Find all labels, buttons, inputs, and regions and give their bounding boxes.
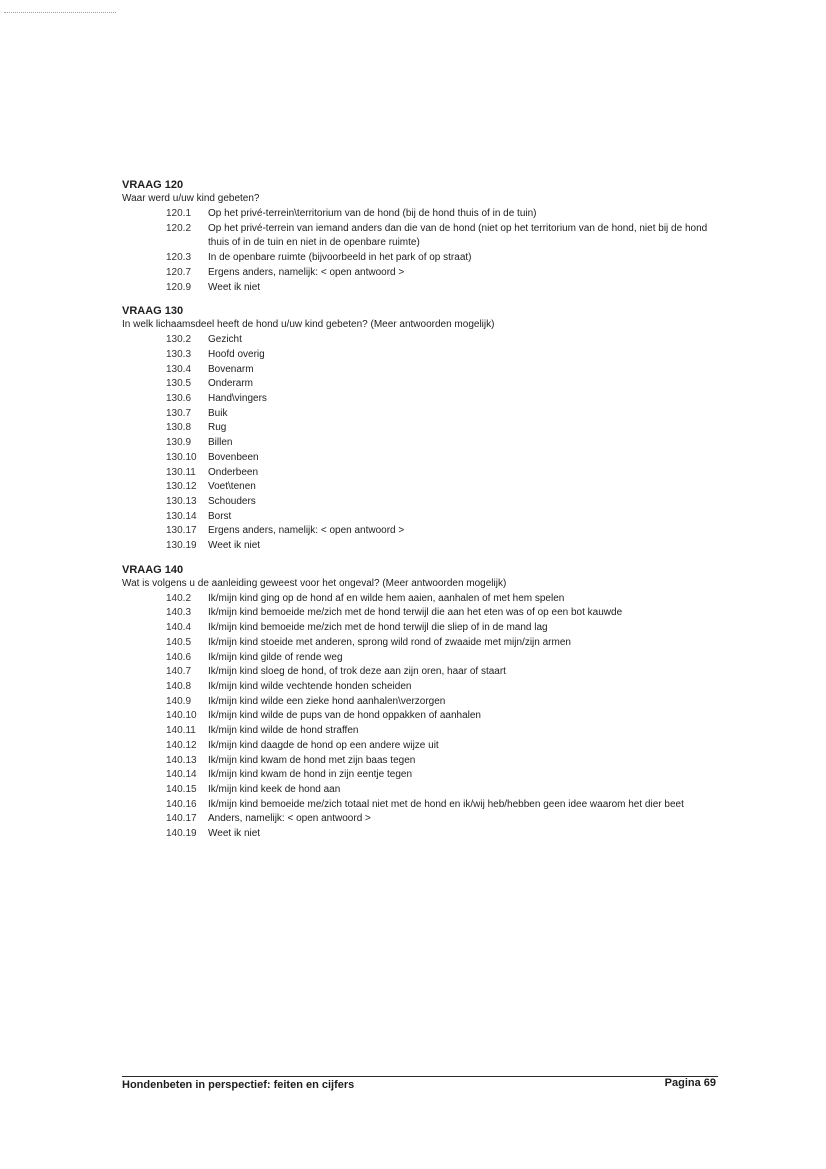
answer-option — [122, 812, 722, 827]
answer-code: 140.14 — [166, 769, 197, 781]
question-text: Wat is volgens u de aanleiding geweest voor het ongeval? (Meer antwoorden mogelijk) — [122, 577, 507, 589]
answer-option — [122, 768, 722, 783]
answer-option — [122, 524, 722, 539]
answer-options — [122, 592, 722, 842]
answer-text: Weet ik niet — [208, 281, 261, 293]
question-text: Waar werd u/uw kind gebeten? — [122, 193, 260, 204]
answer-option — [122, 539, 722, 554]
answer-option — [122, 392, 722, 407]
footer-title: Hondenbeten in perspectief: feiten en cijfers — [122, 1079, 355, 1091]
answer-option — [122, 783, 722, 798]
answer-option — [122, 480, 722, 495]
answer-option — [122, 207, 722, 222]
answer-text: Ik/mijn kind wilde de hond straffen — [208, 725, 359, 737]
answer-option — [122, 407, 722, 422]
answer-option — [122, 251, 722, 266]
answer-text: Ik/mijn kind keek de hond aan — [208, 783, 341, 795]
answer-option — [122, 363, 722, 378]
answer-code: 120.3 — [166, 252, 192, 264]
answer-code: 140.12 — [166, 739, 197, 751]
answer-text: Anders, namelijk: < open antwoord > — [208, 813, 371, 825]
answer-option — [122, 636, 722, 651]
answer-option — [122, 651, 722, 666]
answer-option — [122, 621, 722, 636]
answer-text: Ik/mijn kind sloeg de hond, of trok deze aan zijn oren, haar of staart — [208, 666, 506, 678]
answer-text: Buik — [208, 407, 228, 419]
answer-code: 120.9 — [166, 281, 192, 293]
answer-text: Rug — [208, 422, 227, 434]
answer-text: Ik/mijn kind kwam de hond in zijn eentje tegen — [208, 769, 413, 781]
answer-code: 140.9 — [166, 695, 192, 707]
scan-artifact — [4, 12, 116, 15]
question-text: In welk lichaamsdeel heeft de hond u/uw kind gebeten? (Meer antwoorden mogelijk) — [122, 319, 495, 331]
answer-code: 130.11 — [166, 466, 196, 478]
answer-code: 140.8 — [166, 680, 192, 692]
answer-code: 130.12 — [166, 481, 197, 493]
answer-code: 120.2 — [166, 222, 192, 234]
answer-text: Bovenarm — [208, 363, 254, 375]
answer-code: 130.9 — [166, 437, 192, 449]
answer-option — [122, 222, 722, 251]
answer-option — [122, 739, 722, 754]
answer-option — [122, 754, 722, 769]
document-body — [122, 178, 722, 851]
answer-code: 140.19 — [166, 828, 197, 840]
answer-code: 140.13 — [166, 754, 197, 766]
answer-code: 130.13 — [166, 495, 197, 507]
answer-code: 130.5 — [166, 378, 192, 390]
answer-text: In de openbare ruimte (bijvoorbeeld in het park of op straat) — [208, 252, 472, 264]
answer-option — [122, 680, 722, 695]
answer-code: 120.1 — [166, 208, 192, 219]
answer-text: Hoofd overig — [208, 348, 265, 360]
answer-code: 140.15 — [166, 783, 197, 795]
answer-text: Ik/mijn kind gilde of rende weg — [208, 651, 343, 663]
answer-code: 130.7 — [166, 407, 192, 419]
footer-divider — [122, 1076, 718, 1077]
answer-option — [122, 827, 722, 842]
answer-code: 140.4 — [166, 622, 192, 634]
answer-option — [122, 266, 722, 281]
question-title: VRAAG 120 — [122, 179, 184, 191]
answer-option — [122, 333, 722, 348]
answer-text: Ik/mijn kind wilde een zieke hond aanhalen\verzorgen — [208, 695, 446, 707]
answer-code: 140.7 — [166, 666, 192, 678]
answer-text: Ergens anders, namelijk: < open antwoord > — [208, 266, 405, 278]
answer-text: Ik/mijn kind kwam de hond met zijn baas tegen — [208, 754, 416, 766]
answer-option — [122, 495, 722, 510]
answer-option — [122, 421, 722, 436]
answer-code: 130.2 — [166, 334, 192, 346]
answer-option — [122, 451, 722, 466]
answer-text: Ik/mijn kind wilde vechtende honden scheiden — [208, 680, 412, 692]
answer-text: Billen — [208, 437, 233, 449]
answer-code: 130.8 — [166, 422, 192, 434]
answer-text: Borst — [208, 510, 232, 522]
question-section — [122, 178, 722, 295]
answer-code: 130.6 — [166, 393, 192, 405]
answer-code: 130.19 — [166, 540, 197, 552]
answer-option — [122, 436, 722, 451]
answer-option — [122, 665, 722, 680]
answer-text: Ik/mijn kind ging op de hond af en wilde hem aaien, aanhalen of met hem spelen — [208, 592, 565, 604]
answer-text: Ergens anders, namelijk: < open antwoord > — [208, 525, 405, 537]
answer-text: Op het privé-terrein van iemand anders dan die van de hond (niet op het territorium van de hond, niet bij de hond thuis of in de tuin en niet in de openbare ruimte) — [208, 222, 708, 249]
answer-option — [122, 281, 722, 296]
answer-text: Ik/mijn kind stoeide met anderen, sprong wild rond of zwaaide met mijn/zijn armen — [208, 636, 571, 648]
question-section — [122, 304, 722, 554]
answer-code: 140.6 — [166, 651, 192, 663]
answer-code: 140.10 — [166, 710, 197, 722]
answer-text: Op het privé-terrein\territorium van de hond (bij de hond thuis of in de tuin) — [208, 208, 537, 219]
answer-text: Voet\tenen — [208, 481, 256, 493]
question-title: VRAAG 130 — [122, 305, 184, 318]
answer-code: 130.3 — [166, 348, 192, 360]
answer-code: 140.2 — [166, 592, 192, 604]
answer-option — [122, 798, 722, 813]
answer-code: 140.17 — [166, 813, 197, 825]
answer-text: Ik/mijn kind bemoeide me/zich totaal niet met de hond en ik/wij heb/hebben geen idee waarom het dier beet — [208, 798, 684, 810]
answer-option — [122, 510, 722, 525]
answer-options — [122, 207, 722, 295]
answer-option — [122, 606, 722, 621]
page-number: Pagina 69 — [664, 1077, 716, 1089]
answer-text: Onderarm — [208, 378, 254, 390]
answer-option — [122, 592, 722, 607]
answer-code: 130.17 — [166, 525, 197, 537]
answer-text: Weet ik niet — [208, 828, 261, 840]
answer-text: Ik/mijn kind wilde de pups van de hond oppakken of aanhalen — [208, 710, 481, 722]
answer-text: Ik/mijn kind daagde de hond op een andere wijze uit — [208, 739, 439, 751]
answer-code: 140.3 — [166, 607, 192, 619]
answer-text: Weet ik niet — [208, 540, 261, 552]
answer-option — [122, 709, 722, 724]
answer-option — [122, 724, 722, 739]
answer-text: Schouders — [208, 495, 256, 507]
answer-code: 140.5 — [166, 636, 192, 648]
question-section — [122, 563, 722, 842]
question-title: VRAAG 140 — [122, 563, 184, 576]
answer-code: 130.4 — [166, 363, 192, 375]
answer-option — [122, 466, 722, 481]
answer-option — [122, 348, 722, 363]
answer-option — [122, 377, 722, 392]
answer-option — [122, 695, 722, 710]
answer-text: Gezicht — [208, 334, 242, 346]
answer-text: Ik/mijn kind bemoeide me/zich met de hond terwijl die sliep of in de mand lag — [208, 622, 548, 634]
answer-text: Hand\vingers — [208, 393, 267, 405]
answer-text: Ik/mijn kind bemoeide me/zich met de hond terwijl die aan het eten was of op een bot kauwde — [208, 607, 623, 619]
answer-options — [122, 333, 722, 554]
answer-code: 130.10 — [166, 451, 197, 463]
answer-code: 120.7 — [166, 266, 192, 278]
answer-text: Bovenbeen — [208, 451, 259, 463]
answer-code: 140.16 — [166, 798, 197, 810]
answer-text: Onderbeen — [208, 466, 259, 478]
answer-code: 130.14 — [166, 510, 197, 522]
answer-code: 140.11 — [166, 725, 196, 737]
